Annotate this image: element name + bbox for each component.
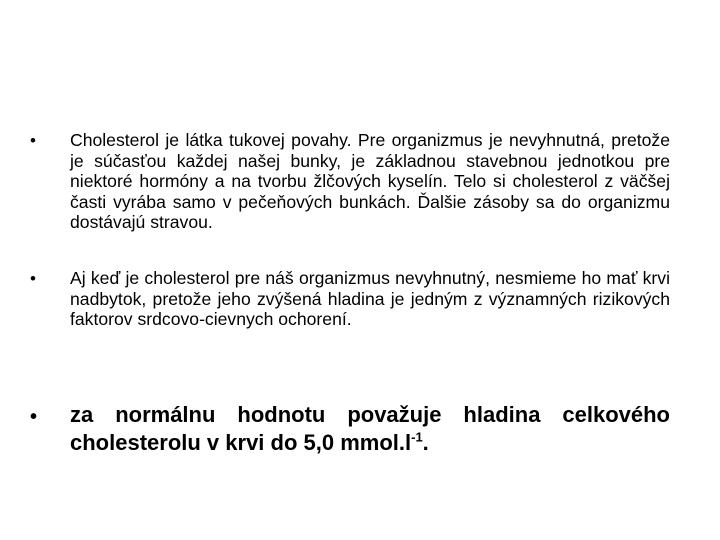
bullet-icon: •	[30, 131, 36, 150]
bullet-text-normal-value	[70, 401, 670, 457]
normal-value-suffix: .	[422, 430, 429, 455]
bullet-item-cholesterol-definition	[30, 130, 670, 233]
unit-superscript: -1	[411, 429, 423, 445]
bullet-item-normal-value	[30, 401, 670, 457]
bullet-text: Cholesterol je látka tukovej povahy. Pre organizmus je nevyhnutná, pretože je súčasťou každej našej bunky, je základnou stavebnou jednotkou pre niektoré hormóny a na tvorbu žlčových kyselín. Telo si cholesterol z väčšej časti vyrába samo v pečeňových bunkách. Ďalšie zásoby sa do organizmu dostávajú stravou.	[70, 130, 670, 233]
bullet-item-cholesterol-excess	[30, 268, 670, 330]
bullet-text: Aj keď je cholesterol pre náš organizmus nevyhnutný, nesmieme ho mať krvi nadbytok, pretože jeho zvýšená hladina je jedným z významných rizikových faktorov srdcovo-cievnych ochorení.	[70, 268, 670, 330]
normal-value-text: za normálnu hodnotu považuje hladina celkového cholesterolu v krvi do 5,0 mmol.l	[70, 402, 670, 455]
bullet-icon: •	[30, 269, 36, 288]
bullet-icon: •	[30, 406, 38, 428]
